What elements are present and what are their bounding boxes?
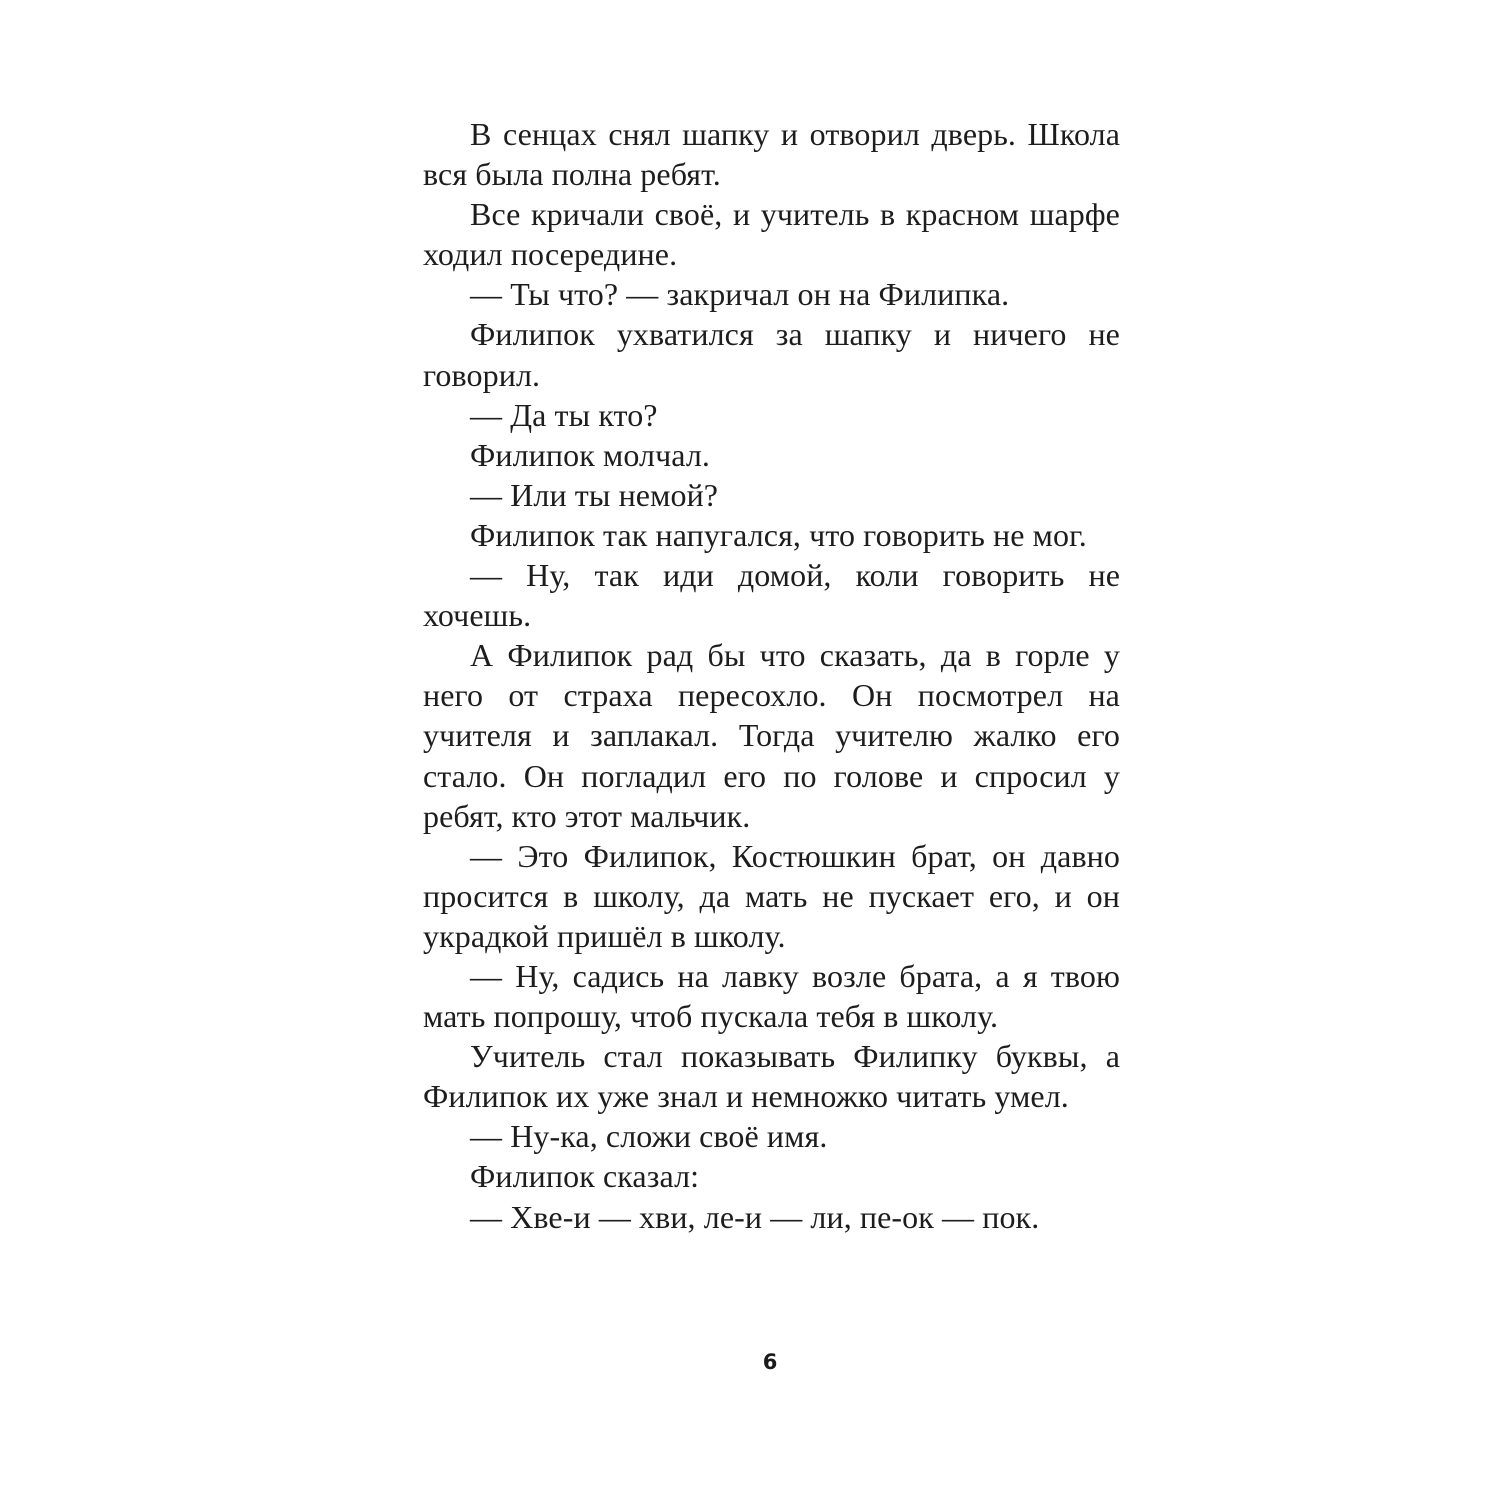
paragraph: Филипок ухватился за шапку и ничего не говорил. [423, 316, 1120, 393]
paragraph: Все кричали своё, и учитель в красном шарфе ходил посередине. [423, 196, 1120, 273]
page-body-text [423, 114, 1120, 1237]
paragraph: А Филипок рад бы что сказать, да в горле у него от страха пересохло. Он посмотрел на учителя и заплакал. Тогда учителю жалко его стало. Он погладил его по голове и спросил у ребят, кто этот мальчик. [423, 637, 1120, 834]
paragraph: — Ты что? — закричал он на Филипка. [470, 276, 1010, 313]
paragraph: Учитель стал показывать Филипку буквы, а Филипок их уже знал и немножко читать умел. [423, 1038, 1120, 1115]
paragraph: — Это Филипок, Костюшкин брат, он давно просится в школу, да мать не пускает его, и он украдкой пришёл в школу. [423, 837, 1120, 954]
paragraph: — Да ты кто? [470, 396, 658, 433]
paragraph: Филипок молчал. [470, 436, 711, 473]
paragraph: В сенцах снял шапку и отворил дверь. Школа вся была полна ребят. [423, 116, 1120, 193]
paragraph: — Ну, так иди домой, коли говорить не хочешь. [423, 557, 1120, 634]
paragraph: — Ну, садись на лавку возле брата, а я твою мать попрошу, чтоб пускала тебя в школу. [423, 957, 1120, 1035]
paragraph: Филипок сказал: [470, 1158, 700, 1195]
page-number: 6 [762, 1350, 778, 1374]
paragraph: — Хве-и — хви, ле-и — ли, пе-ок — пок. [470, 1198, 1040, 1235]
paragraph: Филипок так напугался, что говорить не мог. [470, 516, 1087, 553]
paragraph: — Ну-ка, сложи своё имя. [470, 1118, 828, 1155]
paragraph: — Или ты немой? [470, 476, 719, 513]
